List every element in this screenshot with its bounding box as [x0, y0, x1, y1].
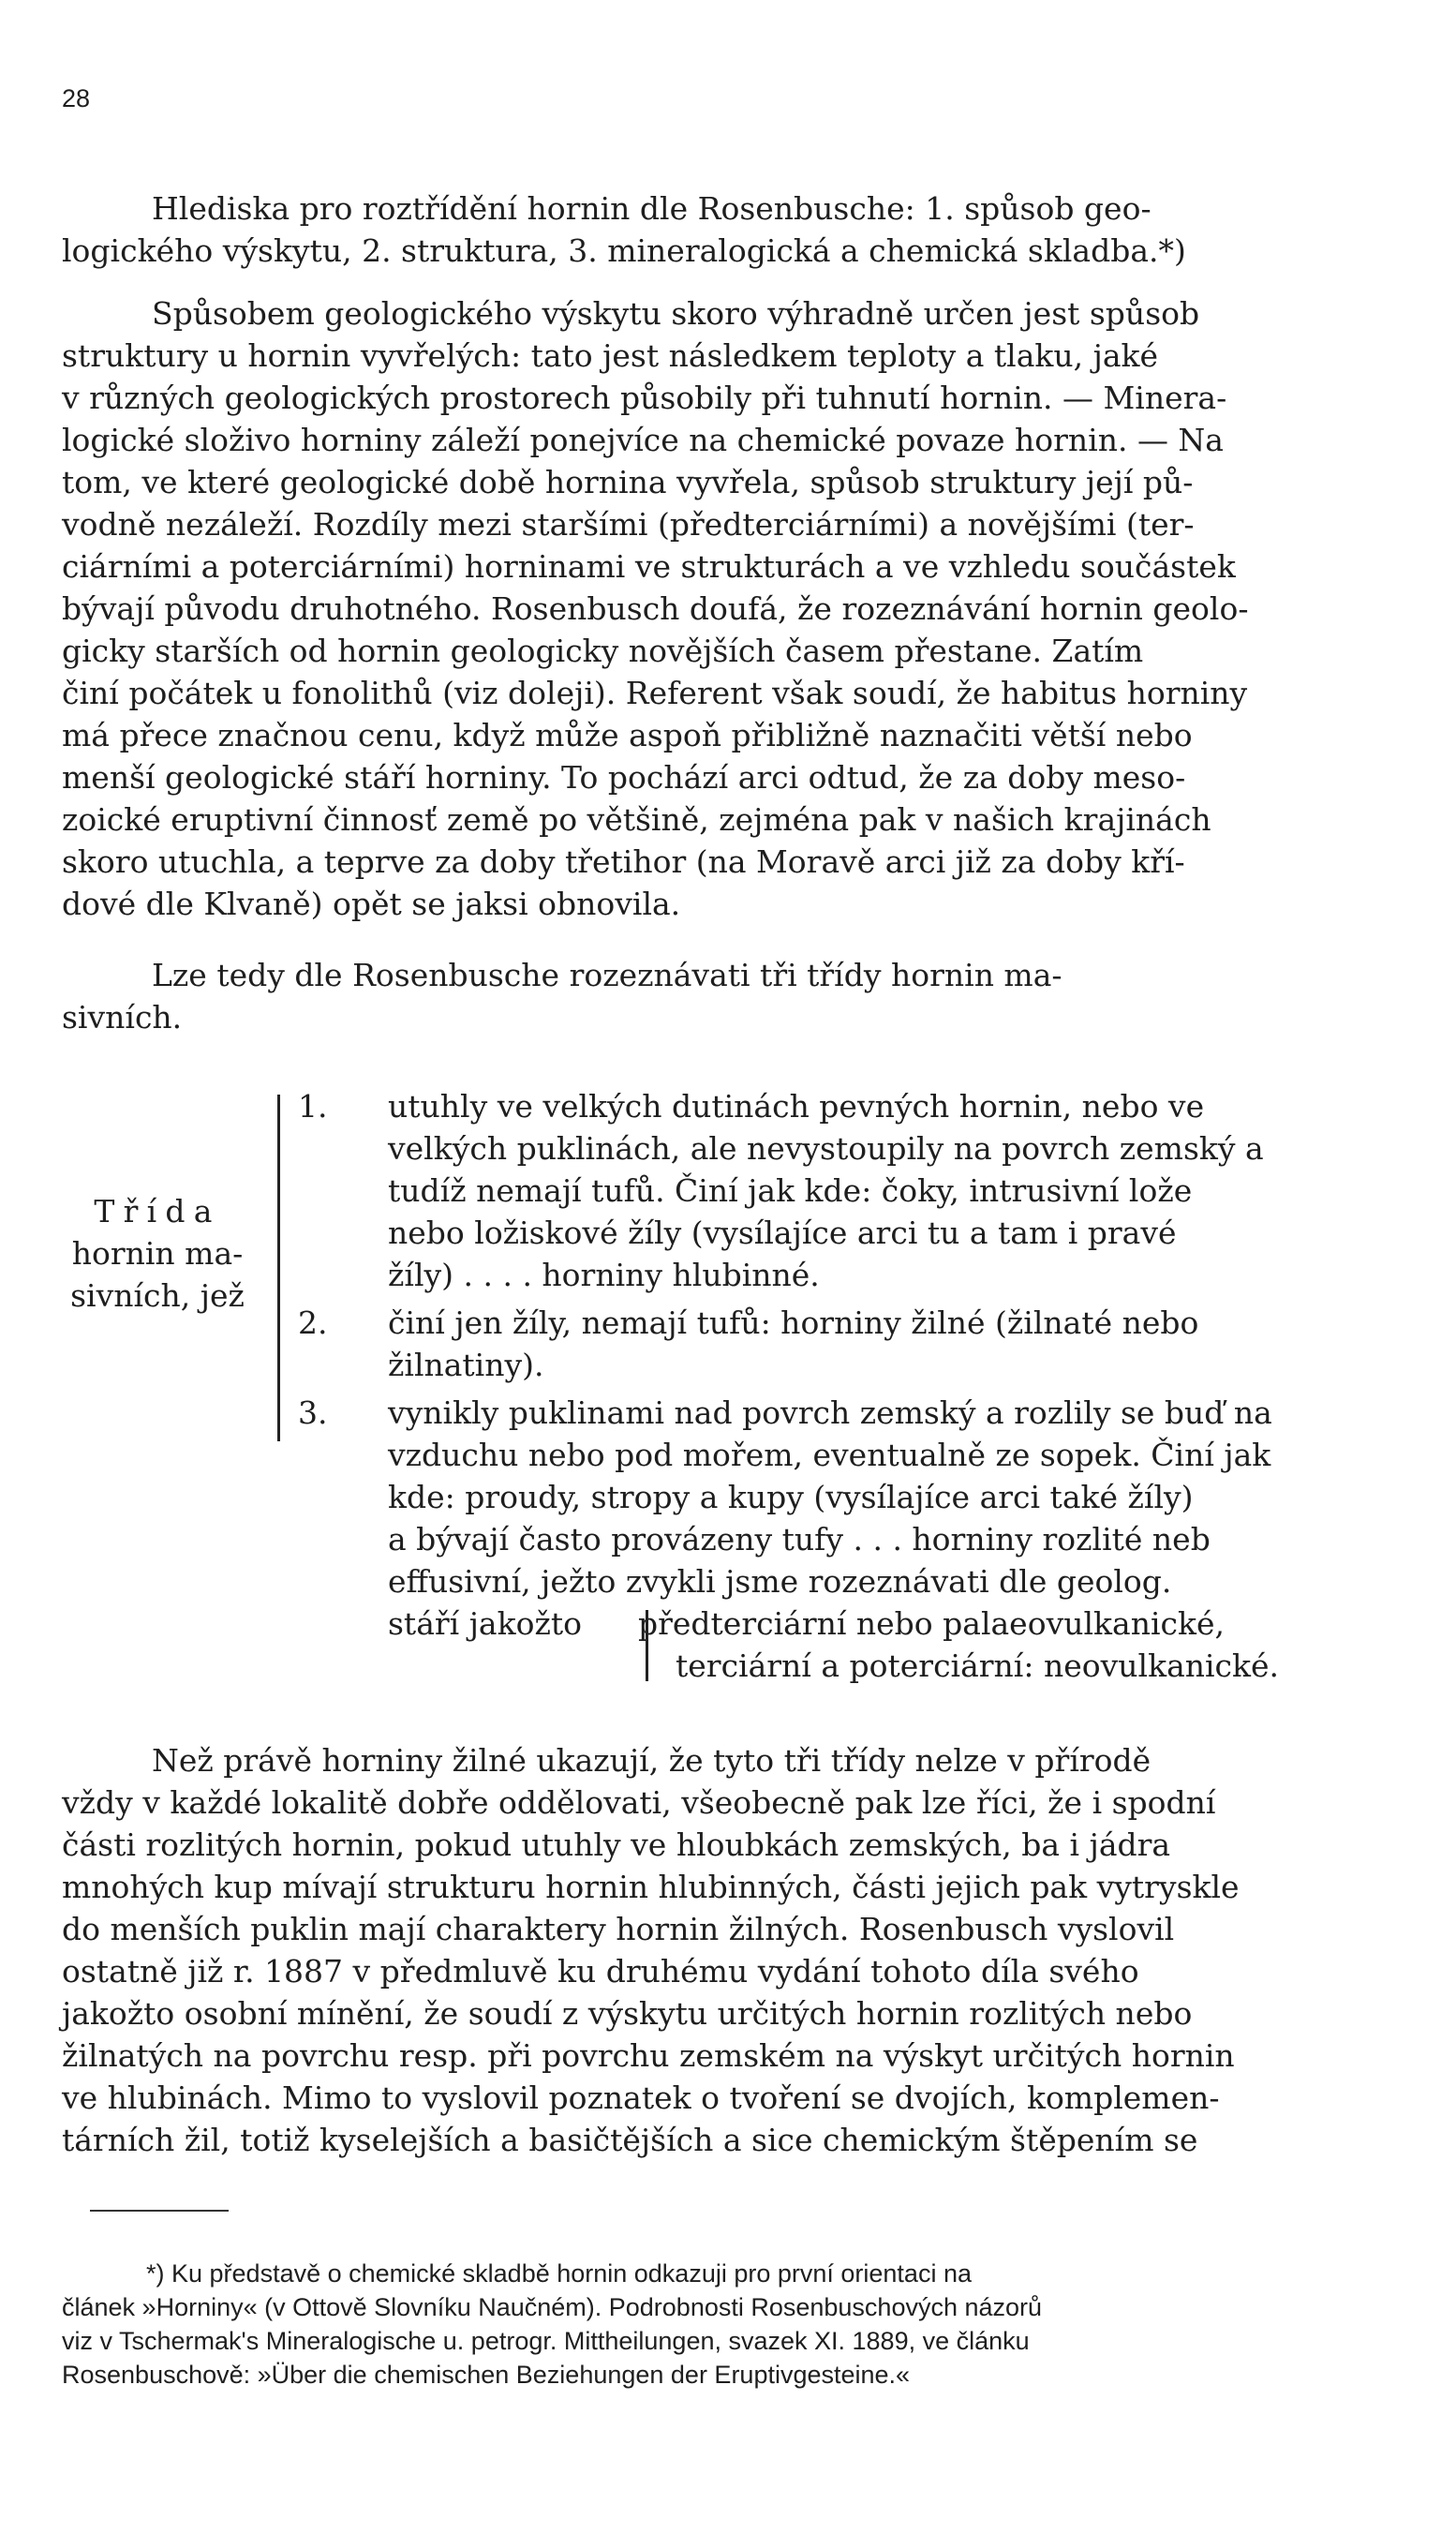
text-line: tárních žil, totiž kyselejších a basičtějších a sice chemickým štěpením se [62, 2122, 1198, 2158]
text-line: Hlediska pro roztřídění hornin dle Rosenbusche: 1. spůsob geo- [152, 190, 1151, 227]
label-line: sivních, jež [70, 1277, 245, 1314]
paragraph-geologic-occurrence [62, 292, 1405, 925]
text-line: zoické eruptivní činnosť země po většině, zejména pak v našich krajinách [62, 801, 1211, 838]
text-line: struktury u hornin vyvřelých: tato jest následkem teploty a tlaku, jaké [62, 337, 1159, 374]
text-line: tom, ve které geologické době hornina vyvřela, spůsob struktury její pů- [62, 464, 1194, 500]
sub-option: terciární a poterciární: neovulkanické. [676, 1647, 1280, 1684]
text-line: Spůsobem geologického výskytu skoro výhradně určen jest spůsob [152, 295, 1200, 332]
text-line: ostatně již r. 1887 v předmluvě ku druhému vydání tohoto díla svého [62, 1953, 1139, 1990]
item-line: žilnatiny). [388, 1347, 544, 1383]
class-item [298, 1085, 1413, 1296]
text-line: dové dle Klvaně) opět se jaksi obnovila. [62, 886, 681, 922]
text-line: bývají původu druhotného. Rosenbusch doufá, že rozeznávání hornin geolo- [62, 590, 1249, 627]
label-line: Třída [94, 1193, 221, 1230]
text-line: v různých geologických prostorech působily při tuhnutí hornin. — Minera- [62, 380, 1227, 416]
text-line: do menších puklin mají charaktery hornin žilných. Rosenbusch vyslovil [62, 1911, 1175, 1947]
text-line: jakožto osobní mínění, že soudí z výskytu určitých hornin rozlitých nebo [62, 1995, 1193, 2032]
text-line: vždy v každé lokalitě dobře oddělovati, všeobecně pak lze říci, že i spodní [62, 1784, 1216, 1821]
text-line: Než právě horniny žilné ukazují, že tyto tři třídy nelze v přírodě [152, 1742, 1151, 1779]
text-line: části rozlitých hornin, pokud utuhly ve hloubkách zemských, ba i jádra [62, 1826, 1171, 1863]
label-line: hornin ma- [71, 1235, 244, 1272]
item-line: tudíž nemají tufů. Činí jak kde: čoky, intrusivní lože [388, 1172, 1193, 1209]
item-line: effusivní, ježto zvykli jsme rozeznávati dle geolog. [388, 1563, 1172, 1600]
intro-paragraph [62, 187, 1405, 272]
footnote [62, 2257, 1405, 2392]
footnote-line: článek »Horniny« (v Ottově Slovníku Naučném). Podrobnosti Rosenbuschových názorů [62, 2293, 1043, 2321]
item-line: vzduchu nebo pod mořem, eventualně ze sopek. Činí jak [388, 1437, 1271, 1473]
text-line: skoro utuchla, a teprve za doby třetihor (na Moravě arci již za doby kří- [62, 843, 1185, 880]
classification-label [54, 1190, 260, 1317]
item-line: vynikly puklinami nad povrch zemský a rozlily se buď na [388, 1394, 1272, 1431]
text-line: Lze tedy dle Rosenbusche rozeznávati tři třídy hornin ma- [152, 957, 1062, 993]
footnote-line: viz v Tschermak's Mineralogische u. petrogr. Mittheilungen, svazek XI. 1889, ve článku [62, 2327, 1030, 2355]
classification-brace [277, 1095, 280, 1441]
text-line: gicky starších od hornin geologicky novějších časem přestane. Zatím [62, 633, 1144, 669]
classification-list [298, 1085, 1413, 1692]
class-item [298, 1392, 1413, 1687]
item-number: 2. [298, 1304, 328, 1341]
item-line: žíly) . . . . horniny hlubinné. [388, 1257, 820, 1293]
item-line: činí jen žíly, nemají tufů: horniny žilné (žilnaté nebo [388, 1304, 1199, 1341]
text-line: logického výskytu, 2. struktura, 3. mineralogická a chemická skladba.*) [62, 232, 1186, 269]
item-line: a bývají často provázeny tufy . . . horniny rozlité neb [388, 1521, 1211, 1558]
text-line: ciárními a poterciárními) horninami ve strukturách a ve vzhledu součástek [62, 548, 1236, 585]
text-line: sivních. [62, 999, 183, 1036]
footnote-line: Rosenbuschově: »Über die chemischen Beziehungen der Eruptivgesteine.« [62, 2361, 911, 2389]
paragraph-three-classes [62, 954, 1405, 1038]
item-line: velkých puklinách, ale nevystoupily na povrch zemský a [388, 1130, 1264, 1167]
item-number: 3. [298, 1394, 328, 1431]
class-item [298, 1302, 1413, 1386]
text-line: logické složivo horniny záleží ponejvíce na chemické povaze hornin. — Na [62, 422, 1224, 458]
text-line: menší geologické stáří horniny. To pochází arci odtud, že za doby meso- [62, 759, 1186, 796]
item-line: nebo ložiskové žíly (vysílajíce arci tu a tam i pravé [388, 1215, 1177, 1251]
footnote-rule [90, 2210, 229, 2212]
sub-brace [646, 1610, 648, 1681]
sub-option: předterciární nebo palaeovulkanické, [637, 1605, 1226, 1642]
item-line: utuhly ve velkých dutinách pevných hornin, nebo ve [388, 1088, 1205, 1125]
paragraph-dike-rocks [62, 1739, 1405, 2161]
sub-lead: stáří jakožto předterciární nebo palaeovulkanické, [388, 1605, 1226, 1642]
text-line: vodně nezáleží. Rozdíly mezi staršími (předterciárními) a novějšími (ter- [62, 506, 1195, 543]
page-number: 28 [62, 84, 91, 112]
text-line: má přece značnou cenu, když může aspoň přibližně naznačiti větší nebo [62, 717, 1193, 753]
footnote-line: *) Ku představě o chemické skladbě hornin odkazuji pro první orientaci na [146, 2259, 972, 2288]
text-line: žilnatých na povrchu resp. při povrchu zemském na výskyt určitých hornin [62, 2037, 1235, 2074]
text-line: ve hlubinách. Mimo to vyslovil poznatek o tvoření se dvojích, komplemen- [62, 2079, 1220, 2116]
item-line: kde: proudy, stropy a kupy (vysílajíce arci také žíly) [388, 1479, 1194, 1515]
sub-option-line [388, 1645, 1413, 1687]
text-line: činí počátek u fonolithů (viz doleji). Referent však soudí, že habitus horniny [62, 675, 1248, 711]
text-line: mnohých kup mívají strukturu hornin hlubinných, části jejich pak vytryskle [62, 1869, 1240, 1905]
age-subdivision [388, 1602, 1413, 1687]
item-number: 1. [298, 1088, 328, 1125]
